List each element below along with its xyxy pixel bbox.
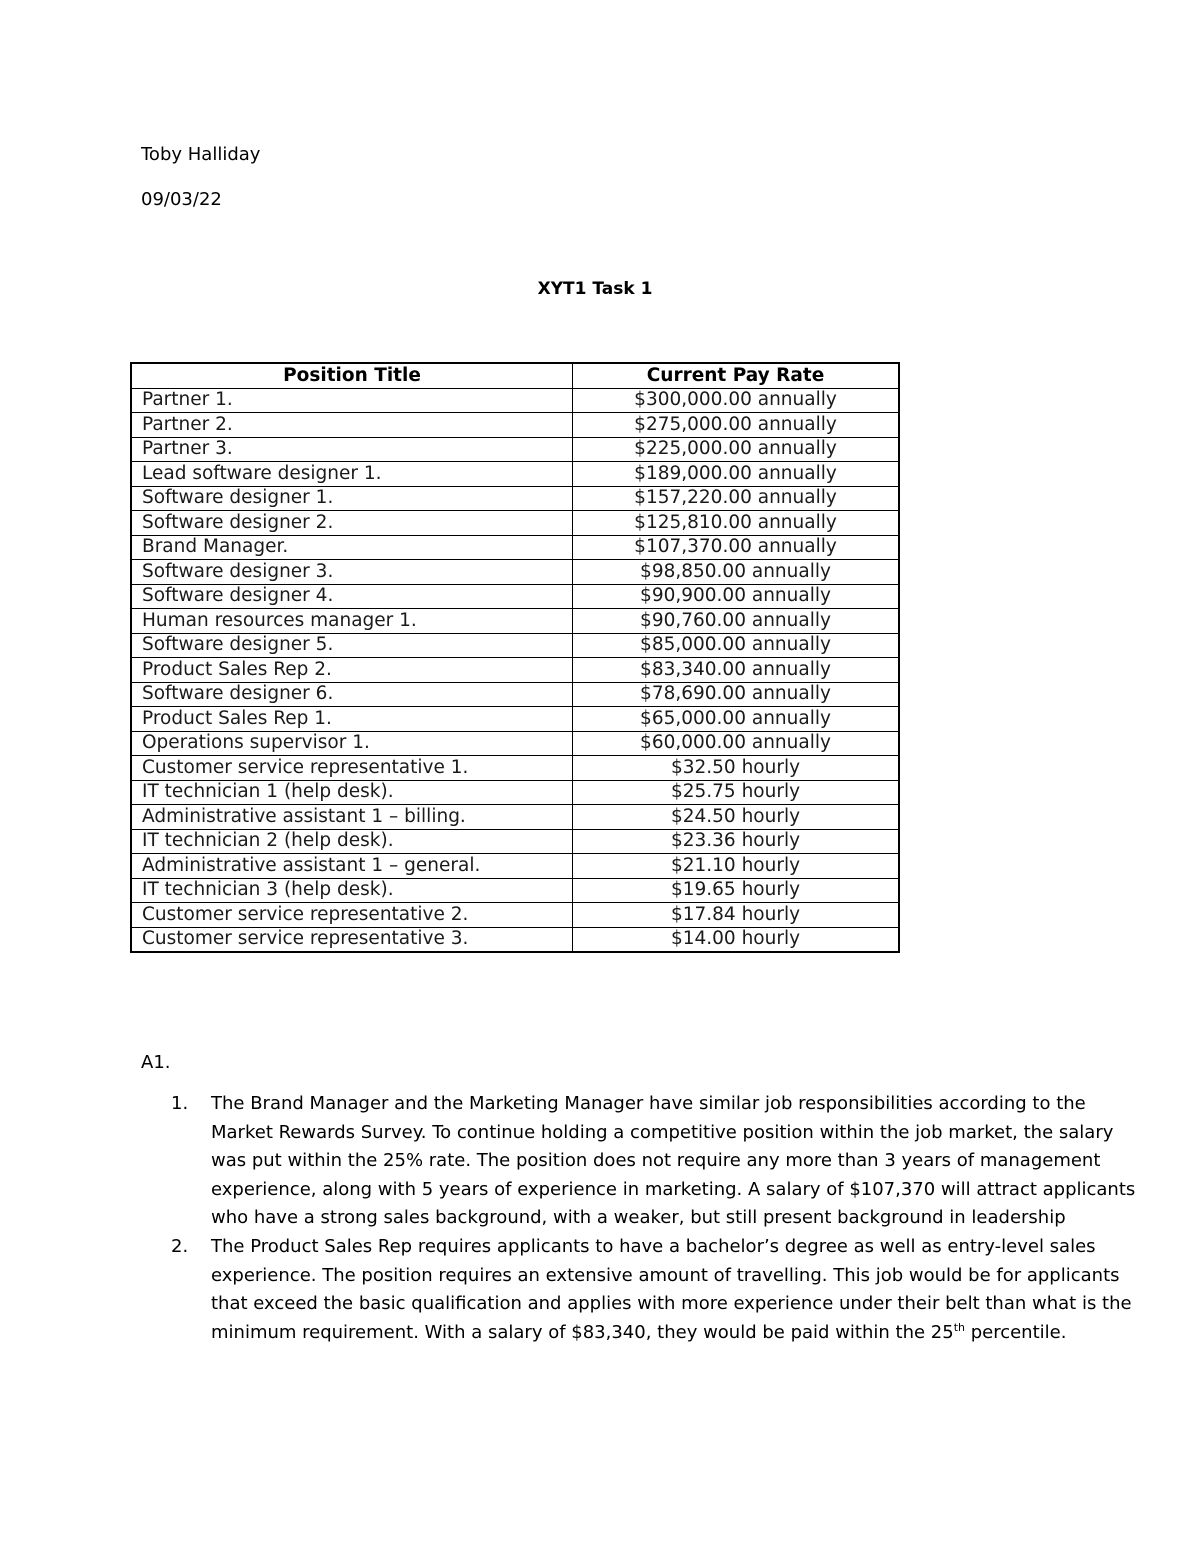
position-title-cell: IT technician 2 (help desk).	[131, 829, 573, 854]
pay-rate-cell: $157,220.00 annually	[573, 486, 900, 511]
table-row	[131, 388, 899, 413]
section-label: A1.	[141, 1052, 171, 1073]
pay-rate-cell: $107,370.00 annually	[573, 535, 900, 560]
list-item-text: The Product Sales Rep requires applicants to have a bachelor’s degree as well as entry-level sales experience. The position requires an extensive amount of travelling. This job would be for applicants that exceed the basic qualification and applies with more experience under their belt than what is the minimum requirement. With a salary of $83,340, they would be paid within the 25	[211, 1235, 1132, 1343]
table-row	[131, 486, 899, 511]
table-row	[131, 805, 899, 830]
table-row	[131, 413, 899, 438]
position-title-cell: Partner 1.	[131, 388, 573, 413]
table-row	[131, 511, 899, 536]
position-title-cell: Operations supervisor 1.	[131, 731, 573, 756]
pay-rate-cell: $225,000.00 annually	[573, 437, 900, 462]
position-title-cell: Software designer 3.	[131, 560, 573, 585]
pay-rate-cell: $32.50 hourly	[573, 756, 900, 781]
pay-rate-cell: $60,000.00 annually	[573, 731, 900, 756]
pay-rate-cell: $275,000.00 annually	[573, 413, 900, 438]
author-name: Toby Halliday	[141, 144, 261, 165]
position-title-cell: Customer service representative 2.	[131, 903, 573, 928]
table-row	[131, 560, 899, 585]
pay-rate-cell: $23.36 hourly	[573, 829, 900, 854]
list-item	[171, 1090, 1141, 1233]
pay-rate-cell: $21.10 hourly	[573, 854, 900, 879]
position-title-cell: Human resources manager 1.	[131, 609, 573, 634]
position-title-cell: Partner 2.	[131, 413, 573, 438]
position-title-cell: Partner 3.	[131, 437, 573, 462]
pay-rate-cell: $125,810.00 annually	[573, 511, 900, 536]
table-row	[131, 437, 899, 462]
pay-rate-cell: $83,340.00 annually	[573, 658, 900, 683]
pay-rate-cell: $17.84 hourly	[573, 903, 900, 928]
position-title-cell: Lead software designer 1.	[131, 462, 573, 487]
table-row	[131, 903, 899, 928]
position-title-cell: Software designer 2.	[131, 511, 573, 536]
position-title-cell: Administrative assistant 1 – general.	[131, 854, 573, 879]
pay-rate-cell: $90,900.00 annually	[573, 584, 900, 609]
pay-rate-cell: $189,000.00 annually	[573, 462, 900, 487]
table-row	[131, 756, 899, 781]
table-row	[131, 462, 899, 487]
list-item	[171, 1233, 1141, 1347]
table-row	[131, 535, 899, 560]
table-row	[131, 658, 899, 683]
position-title-cell: Product Sales Rep 1.	[131, 707, 573, 732]
pay-rate-cell: $78,690.00 annually	[573, 682, 900, 707]
table-row	[131, 731, 899, 756]
position-title-cell: Customer service representative 1.	[131, 756, 573, 781]
position-title-cell: Software designer 4.	[131, 584, 573, 609]
superscript: th	[953, 1320, 965, 1334]
column-header-position: Position Title	[131, 363, 573, 388]
position-title-cell: Brand Manager.	[131, 535, 573, 560]
pay-rate-cell: $85,000.00 annually	[573, 633, 900, 658]
table-row	[131, 584, 899, 609]
table-row	[131, 633, 899, 658]
table-row	[131, 707, 899, 732]
table-body	[131, 388, 899, 952]
table-row	[131, 854, 899, 879]
pay-rate-cell: $24.50 hourly	[573, 805, 900, 830]
pay-rate-cell: $98,850.00 annually	[573, 560, 900, 585]
column-header-pay-rate: Current Pay Rate	[573, 363, 900, 388]
list-item-number: 2.	[171, 1235, 189, 1257]
answer-list	[141, 1090, 1141, 1347]
position-title-cell: Product Sales Rep 2.	[131, 658, 573, 683]
table-row	[131, 780, 899, 805]
list-item-number: 1.	[171, 1093, 189, 1114]
position-title-cell: Administrative assistant 1 – billing.	[131, 805, 573, 830]
pay-rate-cell: $25.75 hourly	[573, 780, 900, 805]
list-item-text-tail: percentile.	[964, 1321, 1067, 1343]
table-row	[131, 878, 899, 903]
pay-rate-cell: $300,000.00 annually	[573, 388, 900, 413]
position-title-cell: Customer service representative 3.	[131, 927, 573, 952]
list-item-text: The Brand Manager and the Marketing Manager have similar job responsibilities according to the Market Rewards Survey. To continue holding a competitive position within the job market, the salary was put within the 25% rate. The position does not require any more than 3 years of management experience, along with 5 years of experience in marketing. A salary of $107,370 will attract applicants who have a strong sales background, with a weaker, but still present background in leadership	[211, 1093, 1136, 1229]
pay-rate-cell: $14.00 hourly	[573, 927, 900, 952]
position-title-cell: IT technician 3 (help desk).	[131, 878, 573, 903]
pay-rate-table	[130, 362, 900, 953]
pay-rate-cell: $90,760.00 annually	[573, 609, 900, 634]
document-date: 09/03/22	[141, 189, 222, 210]
document-title: XYT1 Task 1	[537, 279, 653, 299]
pay-rate-cell: $19.65 hourly	[573, 878, 900, 903]
table-row	[131, 829, 899, 854]
table-row	[131, 609, 899, 634]
position-title-cell: Software designer 5.	[131, 633, 573, 658]
table-row	[131, 927, 899, 952]
table-header-row	[131, 363, 899, 388]
table-row	[131, 682, 899, 707]
position-title-cell: Software designer 1.	[131, 486, 573, 511]
position-title-cell: Software designer 6.	[131, 682, 573, 707]
position-title-cell: IT technician 1 (help desk).	[131, 780, 573, 805]
pay-rate-cell: $65,000.00 annually	[573, 707, 900, 732]
